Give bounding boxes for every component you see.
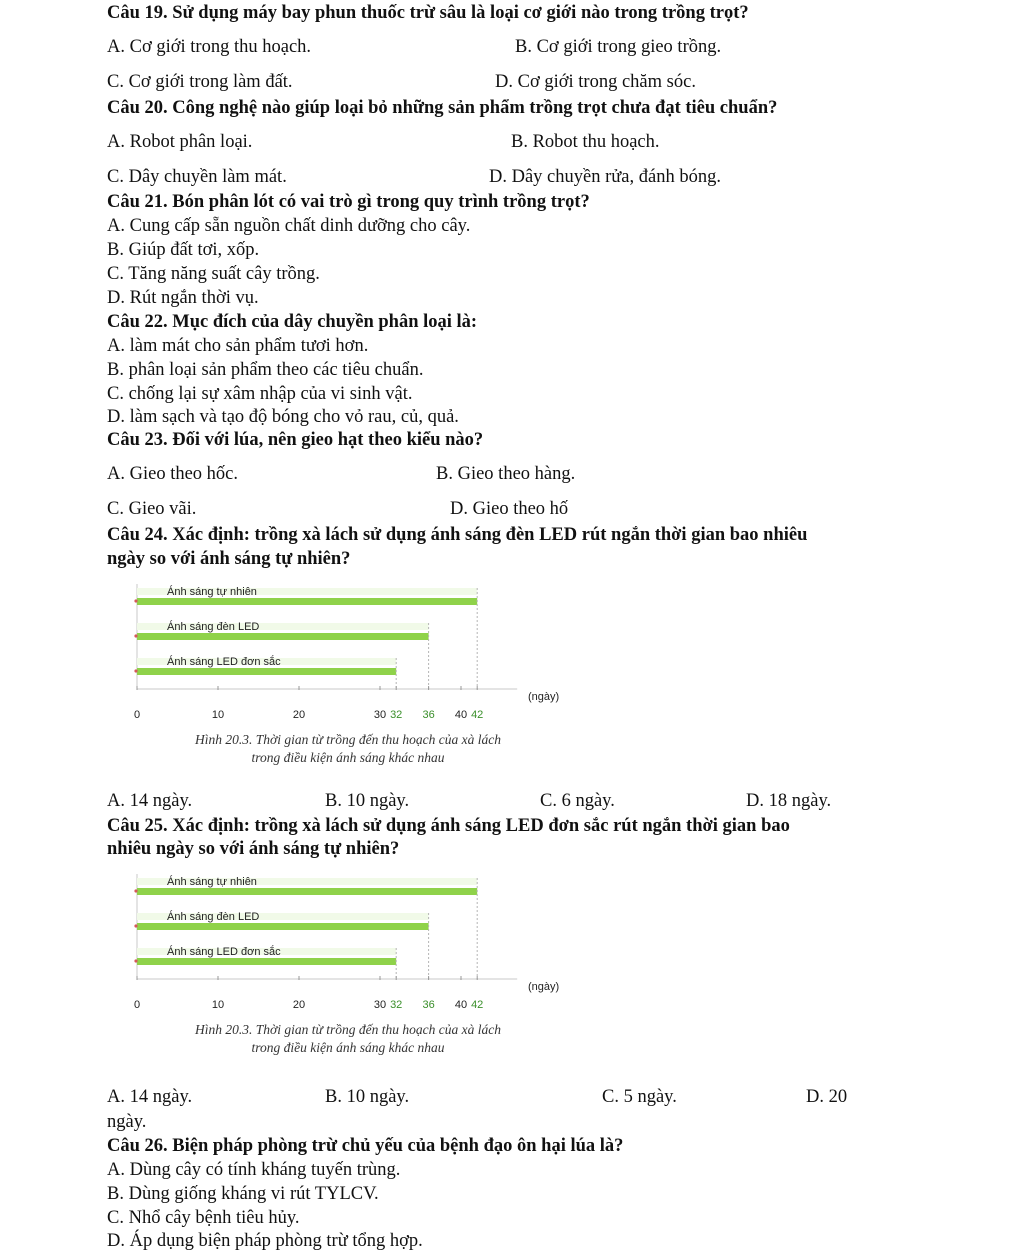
- bar-marker-dot: [134, 669, 137, 672]
- x-axis-unit-label: (ngày): [528, 691, 560, 703]
- q19-option-d: D. Cơ giới trong chăm sóc.: [495, 72, 696, 92]
- x-tick-label: 30: [373, 709, 387, 721]
- bar: [137, 598, 477, 605]
- q25-option-a: A. 14 ngày.: [107, 1087, 193, 1107]
- q21-option-c: C. Tăng năng suất cây trồng.: [107, 264, 320, 284]
- q22-option-d: D. làm sạch và tạo độ bóng cho vỏ rau, củ, quả.: [107, 407, 459, 427]
- q20-option-b: B. Robot thu hoạch.: [511, 132, 660, 152]
- figure-chart-2: [108, 860, 588, 1068]
- q22-option-a: A. làm mát cho sản phẩm tươi hơn.: [107, 336, 369, 356]
- bar-label: Ánh sáng tự nhiên: [167, 876, 257, 888]
- bar-marker-dot: [134, 924, 137, 927]
- q20-option-c: C. Dây chuyền làm mát.: [107, 167, 287, 187]
- bar-label: Ánh sáng LED đơn sắc: [167, 946, 281, 958]
- q20-option-d: D. Dây chuyền rửa, đánh bóng.: [489, 167, 721, 187]
- bar: [137, 633, 429, 640]
- q22-option-b: B. phân loại sản phẩm theo các tiêu chuẩn.: [107, 360, 424, 380]
- x-tick-label: 42: [471, 999, 484, 1011]
- x-tick-label: 32: [390, 999, 403, 1011]
- x-axis-unit-label: (ngày): [528, 981, 560, 993]
- bar-group-anh-sang-den-led: [134, 620, 428, 689]
- figure-chart-1: [108, 570, 588, 778]
- question-24-title-line2: ngày so với ánh sáng tự nhiên?: [107, 549, 351, 569]
- question-26-title: Câu 26. Biện pháp phòng trừ chủ yếu của bệnh đạo ôn hại lúa là?: [107, 1136, 624, 1156]
- question-22-title: Câu 22. Mục đích của dây chuyền phân loại là:: [107, 312, 478, 332]
- question-24-title-line1: Câu 24. Xác định: trồng xà lách sử dụng ánh sáng đèn LED rút ngắn thời gian bao nhiêu: [107, 525, 808, 545]
- q19-option-a: A. Cơ giới trong thu hoạch.: [107, 37, 312, 57]
- q26-option-b: B. Dùng giống kháng vi rút TYLCV.: [107, 1184, 379, 1204]
- bar-label: Ánh sáng đèn LED: [167, 621, 260, 633]
- bar-label: Ánh sáng đèn LED: [167, 911, 260, 923]
- x-tick-label: 42: [471, 709, 484, 721]
- x-tick-label: 30: [373, 999, 387, 1011]
- x-tick-label: 40: [454, 709, 468, 721]
- q23-option-d: D. Gieo theo hố: [450, 499, 569, 519]
- q22-option-c: C. chống lại sự xâm nhập của vi sinh vật.: [107, 384, 413, 404]
- q23-option-b: B. Gieo theo hàng.: [436, 464, 576, 484]
- bar-group-anh-sang-led-don-sac: [134, 655, 396, 689]
- q21-option-b: B. Giúp đất tơi, xốp.: [107, 240, 260, 260]
- q25-option-c: C. 5 ngày.: [602, 1087, 677, 1107]
- question-19-title: Câu 19. Sử dụng máy bay phun thuốc trừ sâu là loại cơ giới nào trong trồng trọt?: [107, 3, 749, 23]
- bar-label: Ánh sáng LED đơn sắc: [167, 656, 281, 668]
- question-21-title: Câu 21. Bón phân lót có vai trò gì trong quy trình trồng trọt?: [107, 192, 590, 212]
- q26-option-d: D. Áp dụng biện pháp phòng trừ tổng hợp.: [107, 1231, 423, 1251]
- q19-option-b: B. Cơ giới trong gieo trồng.: [515, 37, 722, 57]
- q23-option-c: C. Gieo vãi.: [107, 499, 197, 519]
- bar: [137, 888, 477, 895]
- x-tick-label: 20: [292, 709, 306, 721]
- question-23-title: Câu 23. Đối với lúa, nên gieo hạt theo kiểu nào?: [107, 430, 484, 450]
- bar-marker-dot: [134, 634, 137, 637]
- bar-marker-dot: [134, 959, 137, 962]
- figure-2-caption-line2: trong điều kiện ánh sáng khác nhau: [251, 1040, 445, 1055]
- q24-option-b: B. 10 ngày.: [325, 791, 410, 811]
- x-tick-label: 40: [454, 999, 468, 1011]
- q26-option-a: A. Dùng cây có tính kháng tuyến trùng.: [107, 1160, 401, 1180]
- q24-option-c: C. 6 ngày.: [540, 791, 615, 811]
- question-25-title-line2: nhiêu ngày so với ánh sáng tự nhiên?: [107, 839, 400, 859]
- bar: [137, 923, 429, 930]
- bar-marker-dot: [134, 599, 137, 602]
- q26-option-c: C. Nhổ cây bệnh tiêu hủy.: [107, 1208, 300, 1228]
- q24-option-d: D. 18 ngày.: [746, 791, 832, 811]
- q25-option-d-continued: ngày.: [107, 1112, 147, 1132]
- question-20-title: Câu 20. Công nghệ nào giúp loại bỏ những sản phẩm trồng trọt chưa đạt tiêu chuẩn?: [107, 98, 778, 118]
- q21-option-d: D. Rút ngắn thời vụ.: [107, 288, 259, 308]
- question-25-title-line1: Câu 25. Xác định: trồng xà lách sử dụng ánh sáng LED đơn sắc rút ngắn thời gian bao: [107, 816, 790, 836]
- q23-option-a: A. Gieo theo hốc.: [107, 464, 239, 484]
- bar: [137, 958, 396, 965]
- figure-2-caption-line1: Hình 20.3. Thời gian từ trồng đến thu hoạch của xà lách: [195, 1022, 501, 1037]
- bar-group-anh-sang-den-led: [134, 910, 428, 979]
- x-tick-label: 20: [292, 999, 306, 1011]
- q21-option-a: A. Cung cấp sẵn nguồn chất dinh dưỡng cho cây.: [107, 216, 471, 236]
- x-tick-label: 32: [390, 709, 403, 721]
- bar: [137, 668, 396, 675]
- x-tick-label: 36: [422, 709, 435, 721]
- bar-marker-dot: [134, 889, 137, 892]
- q25-option-b: B. 10 ngày.: [325, 1087, 410, 1107]
- figure-1-caption-line2: trong điều kiện ánh sáng khác nhau: [251, 750, 445, 765]
- x-tick-label: 36: [422, 999, 435, 1011]
- x-tick-label: 0: [133, 709, 141, 721]
- x-tick-label: 10: [211, 999, 225, 1011]
- q20-option-a: A. Robot phân loại.: [107, 132, 253, 152]
- q24-option-a: A. 14 ngày.: [107, 791, 193, 811]
- q19-option-c: C. Cơ giới trong làm đất.: [107, 72, 293, 92]
- figure-1-caption-line1: Hình 20.3. Thời gian từ trồng đến thu hoạch của xà lách: [195, 732, 501, 747]
- x-tick-label: 10: [211, 709, 225, 721]
- x-tick-label: 0: [133, 999, 141, 1011]
- bar-group-anh-sang-led-don-sac: [134, 945, 396, 979]
- bar-label: Ánh sáng tự nhiên: [167, 586, 257, 598]
- q25-option-d: D. 20: [806, 1087, 848, 1107]
